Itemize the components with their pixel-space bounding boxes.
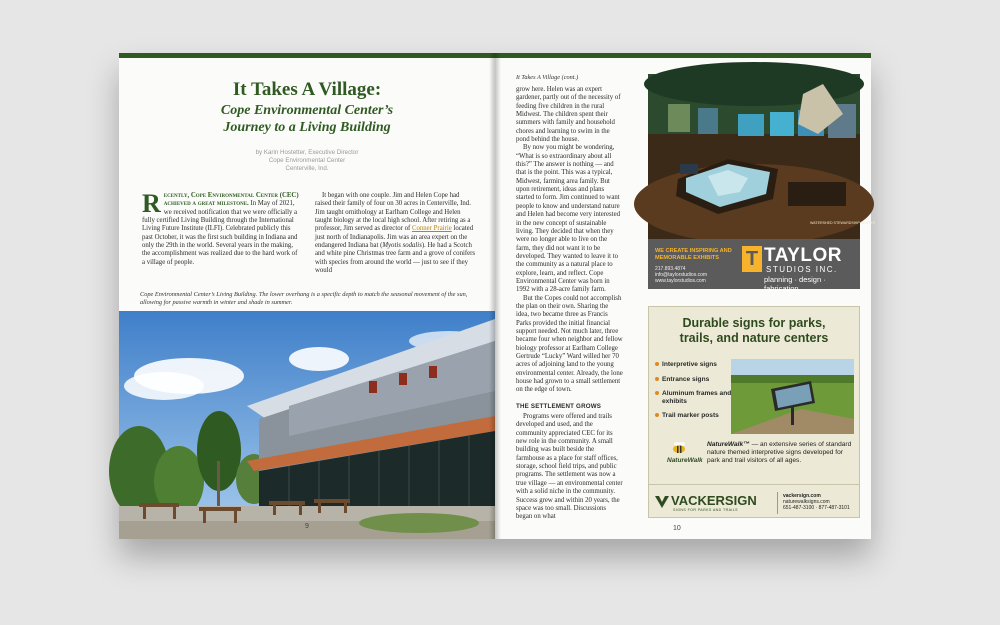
right-page (495, 53, 876, 539)
drop-cap: R (142, 189, 161, 218)
list-item-label: Interpretive signs (662, 361, 717, 368)
taylor-logo-name: TAYLOR (764, 245, 842, 266)
vacker-website[interactable]: vackersign.com (783, 493, 821, 499)
vacker-logo-sub: SIGNS FOR PARKS AND TRAILS (673, 508, 738, 512)
top-bar (119, 53, 495, 58)
vacker-product-list (655, 361, 735, 427)
vacker-footer (649, 484, 859, 518)
subtitle-line-1: Cope Environmental Center’s (220, 103, 394, 118)
byline-author: by Karin Hostetter, Executive Director (255, 149, 359, 156)
list-item (655, 390, 735, 405)
byline (119, 149, 495, 173)
vacker-contact (783, 493, 850, 511)
column-text: It began with one couple. Jim and Helen Cope had raised their family of four on 30 acres in Centerville, Ind. Jim taught ornithology at Earlham College and Helen taught biology at the local high school. After retiring as a professor, Jim served as director of (315, 192, 471, 233)
paragraph: grow here. Helen was an expert gardener, partly out of the necessity of feeding five children in the rural Midwest. The children spent their summers with family and household chores and learning to swim in the pond behind the house. (516, 86, 621, 144)
taylor-tagline: WE CREATE INSPIRING AND MEMORABLE EXHIBITS (655, 248, 732, 261)
description-text: — an extensive series of standard nature themed interpretive signs developed for park and trail visitors of all ages. (707, 441, 852, 464)
subtitle-line-2: Journey to a Living Building (223, 120, 391, 135)
vacker-phones[interactable]: 651-487-3100 · 877-487-3101 (783, 505, 850, 511)
right-column (516, 86, 623, 522)
taylor-logo-slogan: planning · design · fabrication (764, 275, 826, 293)
interpretive-sign-photo (731, 359, 854, 434)
naturewalk-description (707, 441, 855, 465)
taylor-logo (742, 245, 854, 293)
byline-location: Centerville, Ind. (285, 165, 329, 172)
species-name: Myotis sodalis (382, 242, 422, 250)
exhibit-photo (648, 74, 876, 239)
article-title: It Takes A Village: (232, 79, 382, 100)
living-building-photo (119, 311, 495, 539)
taylor-website[interactable]: www.taylorstudios.com (655, 278, 706, 284)
page-number-right: 10 (673, 525, 681, 532)
taylor-phone[interactable]: 217.893.4874 (655, 266, 686, 272)
photo-caption: Cope Environmental Center’s Living Building. The lower overhang is a specific depth to match the seasonal movement of the sun, allowing for passive warmth in winter and shade in summer. (140, 291, 468, 306)
left-column-2 (315, 192, 477, 275)
photo-sign-text: WATERSHED STEWARDSHIP CENTER (810, 221, 876, 225)
vacker-headline-line-1: Durable signs for parks, (682, 316, 826, 330)
left-column-1 (142, 189, 300, 267)
list-item (655, 361, 735, 369)
taylor-email[interactable]: info@taylorstudios.com (655, 272, 708, 278)
taylor-ad-footer (648, 239, 860, 293)
paragraph: But the Copes could not accomplish the plan on their own. Sharing the idea, two became three as Francis Parks provided the initial financial support needed. Not much later, three became four when neighbor and fellow biology professor at Earlham College Gertrude “Lucky” Ward willed her 70 acres of adjoining land to the young environmental center. Already, the lone house had grown to a small settlement on the edge of town. (516, 294, 623, 394)
column-text: In May of 2021, we received notification that we were officially a fully certified Living Building through the International Living Future Institute (ILFI). Celebrated publicly this past October, it was the first such building in Indiana and only the 29th in the world. Several years in the making, the accomplishment was realized due to the hard work of a village of people. (142, 200, 298, 266)
list-item-label: Aluminum frames and exhibits (662, 390, 732, 405)
section-heading: THE SETTLEMENT GROWS (516, 402, 602, 410)
divider (777, 492, 778, 514)
magazine-spread (119, 53, 876, 539)
bullet-icon (655, 391, 659, 395)
bee-icon (669, 438, 689, 458)
vacker-logo-icon (655, 494, 669, 508)
article-subtitle (119, 102, 495, 136)
top-bar (495, 53, 871, 58)
naturewalk-website[interactable]: naturewalksigns.com (783, 499, 830, 505)
running-head: It Takes A Village (cont.) (516, 74, 579, 81)
naturewalk-brand: NatureWalk™ (707, 441, 750, 448)
taylor-logo-studios: STUDIOS INC. (766, 265, 838, 274)
lead-in: ecently, Cope Environmental Center (CEC) achieved a great milestone. (163, 192, 299, 208)
byline-org: Cope Environmental Center (268, 157, 346, 164)
page-number-left: 9 (305, 523, 309, 530)
naturewalk-logo (657, 438, 703, 468)
taylor-contact (655, 266, 707, 284)
bullet-icon (655, 362, 659, 366)
naturewalk-logo-text: NatureWalk (667, 457, 703, 464)
list-item (655, 412, 735, 420)
bullet-icon (655, 377, 659, 381)
paragraph: Programs were offered and trails developed and used, and the community appreciated CEC for its new role in the community. A small building was built beside the farmhouse as a place for staff offices, storage, school field trips, and public programs. The settlement was now a true village — an environmental center with a solid niche in the community. Success grew and within 20 years, the space was too small. Discussions began on what (516, 413, 623, 521)
column-text: ). He had a Scotch and white pine Christmas tree farm and a grove of conifers with species from around the world — just to see if they would (315, 242, 476, 275)
vacker-headline (649, 316, 859, 346)
taylor-logo-mark-icon: T (742, 246, 762, 272)
left-page (119, 53, 495, 539)
paragraph: By now you might be wondering, “What is so extraordinary about all this?” The answer is nothing — and that is the point. This was a typical, Midwest, farming area family. But upon retirement, ideas and plans started to form. Jim continued to want people to know and understand nature and Helen had become very interested in the new concept of sustainable living. They decided that when they were no longer able to live on the farm, they did not want it to be developed. They wanted to leave it to the community as a natural place to explore, learn, and reflect. Cope Environmental Center was born in 1992 with a 28-acre family farm. (516, 144, 620, 294)
vackersign-ad[interactable] (648, 306, 860, 518)
conner-prairie-link[interactable]: Conner Prairie (411, 225, 452, 233)
list-item-label: Trail marker posts (662, 412, 719, 419)
vacker-logo: VACKERSIGN (671, 493, 757, 508)
vacker-headline-line-2: trails, and nature centers (679, 331, 829, 345)
list-item (655, 376, 735, 384)
bullet-icon (655, 413, 659, 417)
column-text: located just north of Indianapolis. Jim was an area expert on the endangered Indiana bat ( (315, 225, 474, 250)
taylor-studios-ad[interactable] (648, 74, 876, 293)
list-item-label: Entrance signs (662, 375, 710, 383)
